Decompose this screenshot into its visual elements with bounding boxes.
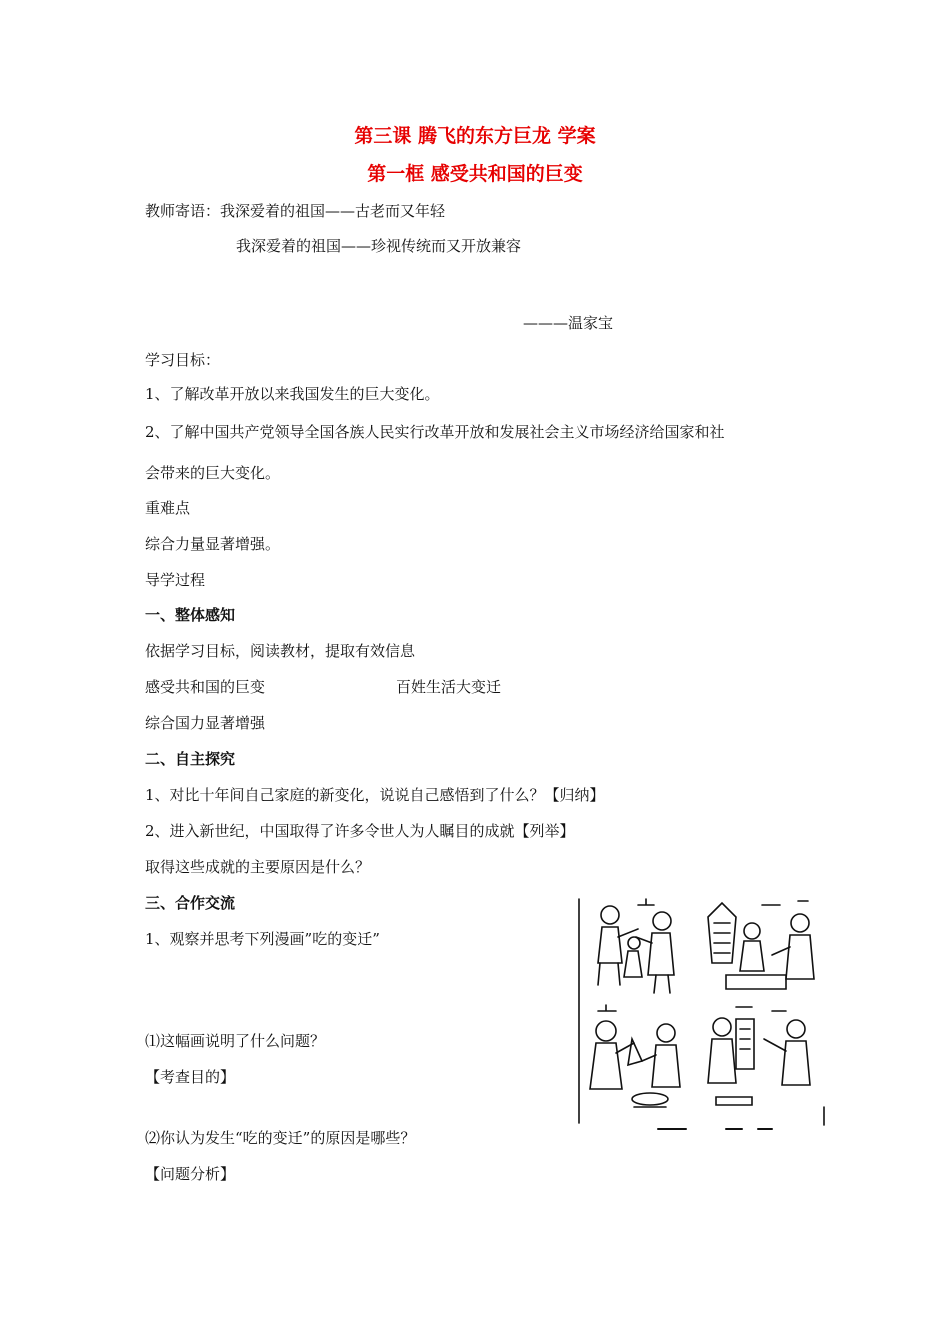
section3-q1: 1、观察并思考下列漫画”吃的变迁” — [145, 930, 380, 948]
section3-sub1: ⑴这幅画说明了什么问题？ — [145, 1032, 326, 1050]
section3-heading: 三、合作交流 — [145, 894, 236, 912]
document-title: 第三课 腾飞的东方巨龙 学案 — [354, 125, 596, 147]
comic-panel-4 — [708, 1007, 810, 1105]
document-subtitle: 第一框 感受共和国的巨变 — [367, 163, 583, 185]
key-points-text: 综合力量显著增强。 — [145, 535, 281, 553]
objective-item-2-line2: 会带来的巨大变化。 — [145, 464, 281, 482]
section1-col-right: 百姓生活大变迁 — [396, 678, 502, 696]
section2-q3: 取得这些成就的主要原因是什么？ — [145, 858, 371, 876]
teacher-note-line2: 我深爱着的祖国——珍视传统而又开放兼容 — [236, 237, 522, 255]
section3-sub2-tag: 【问题分析】 — [145, 1165, 236, 1183]
objective-item-1: 1、了解改革开放以来我国发生的巨大变化。 — [145, 385, 440, 403]
objectives-heading: 学习目标： — [145, 351, 221, 369]
section2-q2: 2、进入新世纪，中国取得了许多令世人为人瞩目的成就【列举】 — [145, 822, 575, 840]
section3-sub1-tag: 【考查目的】 — [145, 1068, 236, 1086]
section3-sub2: ⑵你认为发生“吃的变迁”的原因是哪些？ — [145, 1129, 416, 1147]
cartoon-image — [576, 893, 828, 1138]
section1-heading: 一、整体感知 — [145, 606, 236, 624]
section2-q1: 1、对比十年间自己家庭的新变化，说说自己感悟到了什么？【归纳】 — [145, 786, 605, 804]
comic-panel-3 — [590, 1005, 680, 1107]
section1-col-left: 感受共和国的巨变 — [145, 678, 266, 696]
comic-panel-2 — [708, 901, 814, 989]
comic-panel-1 — [598, 899, 674, 993]
guide-heading: 导学过程 — [145, 571, 206, 589]
section2-heading: 二、自主探究 — [145, 750, 236, 768]
teacher-note-line1: 教师寄语：我深爱着的祖国——古老而又年轻 — [145, 202, 446, 220]
section1-line3: 综合国力显著增强 — [145, 714, 266, 732]
objective-item-2-line1: 2、了解中国共产党领导全国各族人民实行改革开放和发展社会主义市场经济给国家和社 — [145, 423, 725, 441]
section1-line1: 依据学习目标，阅读教材，提取有效信息 — [145, 642, 416, 660]
teacher-note-author: ———温家宝 — [523, 314, 614, 332]
key-points-heading: 重难点 — [145, 499, 191, 517]
